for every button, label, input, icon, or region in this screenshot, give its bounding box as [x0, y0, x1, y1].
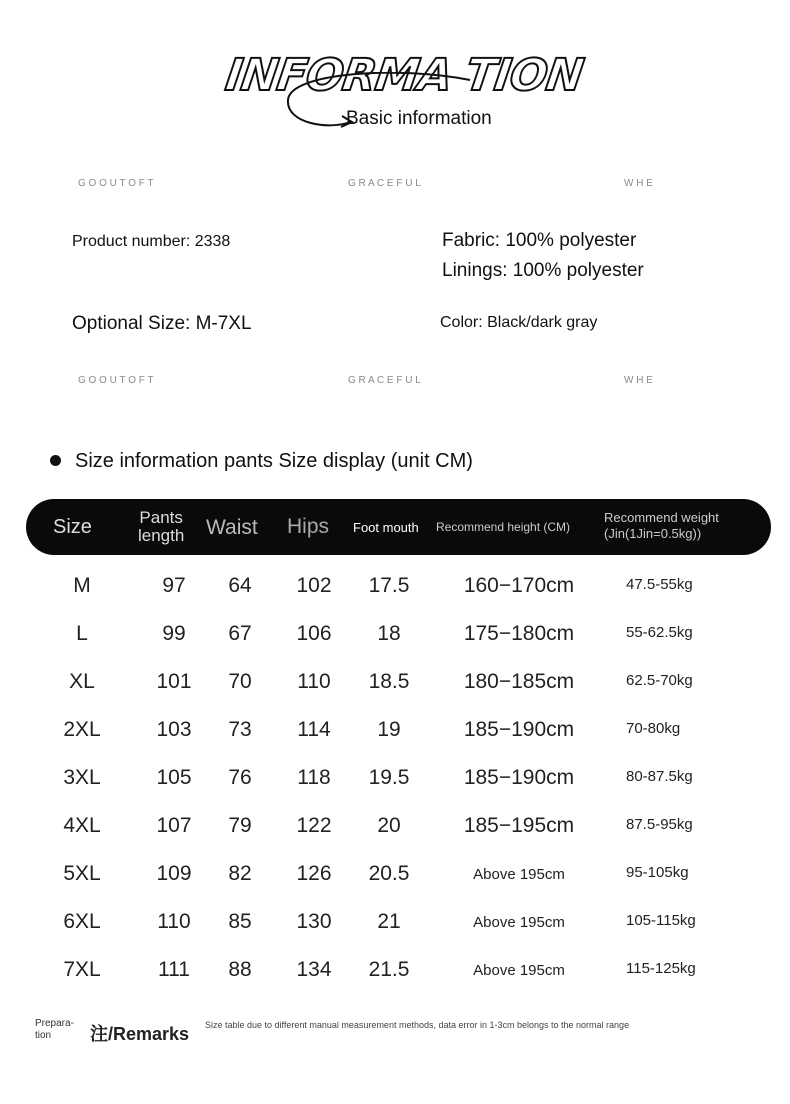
cell-height: 185−190cm [463, 766, 575, 789]
cell-size: 6XL [63, 910, 101, 933]
color: Color: Black/dark gray [440, 314, 598, 331]
cell-size: M [73, 574, 91, 597]
header-recommend-weight-line2: (Jin(1Jin=0.5kg)) [604, 526, 702, 541]
cell-hips: 130 [296, 910, 332, 933]
cell-hips: 118 [297, 766, 331, 789]
cell-size: L [76, 622, 88, 645]
header-size: Size [53, 516, 92, 538]
cell-weight: 62.5-70kg [626, 672, 693, 689]
cell-foot: 19.5 [368, 766, 410, 789]
decor-line-top [78, 178, 718, 189]
cell-size: 3XL [63, 766, 101, 789]
product-number: Product number: 2338 [72, 233, 231, 250]
linings: Linings: 100% polyester [442, 260, 644, 281]
cell-foot: 19 [377, 718, 401, 741]
cell-weight: 55-62.5kg [626, 624, 693, 641]
section-title [50, 450, 473, 473]
cell-height: Above 195cm [473, 866, 565, 883]
decor-word-2: G R A C E F U L [348, 178, 421, 189]
cell-weight: 105-115kg [626, 912, 696, 929]
fabric: Fabric: 100% polyester [442, 230, 637, 251]
cell-height: Above 195cm [473, 962, 565, 979]
header-recommend-height: Recommend height (CM) [436, 520, 571, 534]
header-pants-length-line2: length [138, 526, 185, 545]
cell-foot: 18.5 [368, 670, 410, 693]
cell-length: 109 [156, 862, 192, 885]
cell-height: Above 195cm [473, 914, 565, 931]
cell-length: 110 [157, 910, 191, 933]
cell-length: 97 [162, 574, 186, 597]
cell-hips: 110 [297, 670, 331, 693]
header-recommend-weight-line1: Recommend weight [604, 510, 719, 525]
cell-length: 103 [156, 718, 192, 741]
cell-waist: 88 [228, 958, 252, 981]
remarks-label: 注/Remarks [90, 1024, 190, 1044]
optional-size: Optional Size: M-7XL [72, 313, 252, 334]
cell-weight: 80-87.5kg [626, 768, 693, 785]
cell-size: 7XL [63, 958, 101, 981]
cell-weight: 115-125kg [626, 960, 696, 977]
cell-weight: 70-80kg [626, 720, 681, 737]
cell-height: 160−170cm [463, 574, 575, 597]
cell-foot: 21.5 [368, 958, 410, 981]
cell-foot: 18 [377, 622, 401, 645]
cell-length: 99 [162, 622, 186, 645]
header-pants-length-line1: Pants [139, 508, 183, 527]
cell-foot: 20 [377, 814, 401, 837]
hero-title: INFORMA TION [222, 50, 586, 101]
cell-length: 107 [156, 814, 192, 837]
cell-hips: 102 [296, 574, 332, 597]
cell-waist: 79 [228, 814, 252, 837]
cell-waist: 76 [228, 766, 252, 789]
decor-line-bottom [78, 375, 718, 386]
cell-waist: 82 [228, 862, 252, 885]
cell-height: 185−195cm [463, 814, 575, 837]
cell-waist: 64 [228, 574, 252, 597]
cell-hips: 122 [296, 814, 332, 837]
decor-word-2: G R A C E F U L [348, 375, 421, 386]
cell-weight: 47.5-55kg [626, 576, 693, 593]
bullet-icon [50, 455, 61, 466]
cell-length: 111 [158, 958, 190, 981]
cell-size: 2XL [63, 718, 101, 741]
section-title-text: Size information pants Size display (unit CM) [75, 450, 473, 472]
cell-height: 175−180cm [463, 622, 575, 645]
cell-height: 180−185cm [463, 670, 575, 693]
cell-weight: 87.5-95kg [626, 816, 693, 833]
cell-waist: 67 [228, 622, 252, 645]
header-hips: Hips [287, 515, 330, 538]
table-header [26, 499, 771, 555]
cell-hips: 126 [296, 862, 332, 885]
cell-size: XL [69, 670, 95, 693]
cell-waist: 73 [228, 718, 252, 741]
cell-hips: 106 [296, 622, 332, 645]
cell-length: 105 [156, 766, 192, 789]
cell-foot: 20.5 [368, 862, 410, 885]
cell-weight: 95-105kg [626, 864, 689, 881]
cell-waist: 85 [228, 910, 252, 933]
decor-word-3: W H E [624, 375, 653, 386]
decor-word-3: W H E [624, 178, 653, 189]
cell-size: 5XL [63, 862, 101, 885]
preparation-label: Prepara-tion [35, 1018, 74, 1041]
header-recommend-weight [604, 510, 719, 542]
cell-foot: 17.5 [368, 574, 410, 597]
cell-length: 101 [156, 670, 192, 693]
header-pants-length [138, 509, 184, 545]
cell-height: 185−190cm [463, 718, 575, 741]
decor-word-1: G O O U T O F T [78, 178, 154, 189]
cell-hips: 114 [297, 718, 331, 741]
decor-word-1: G O O U T O F T [78, 375, 154, 386]
swoosh-decoration [280, 72, 500, 142]
cell-foot: 21 [377, 910, 401, 933]
header-waist: Waist [206, 516, 258, 539]
hero-subtitle: Basic information [346, 108, 492, 129]
header-foot-mouth: Foot mouth [353, 520, 419, 535]
remarks-note: Size table due to different manual measurement methods, data error in 1-3cm belongs to the normal range [205, 1020, 630, 1030]
cell-waist: 70 [228, 670, 252, 693]
cell-size: 4XL [63, 814, 101, 837]
cell-hips: 134 [296, 958, 332, 981]
